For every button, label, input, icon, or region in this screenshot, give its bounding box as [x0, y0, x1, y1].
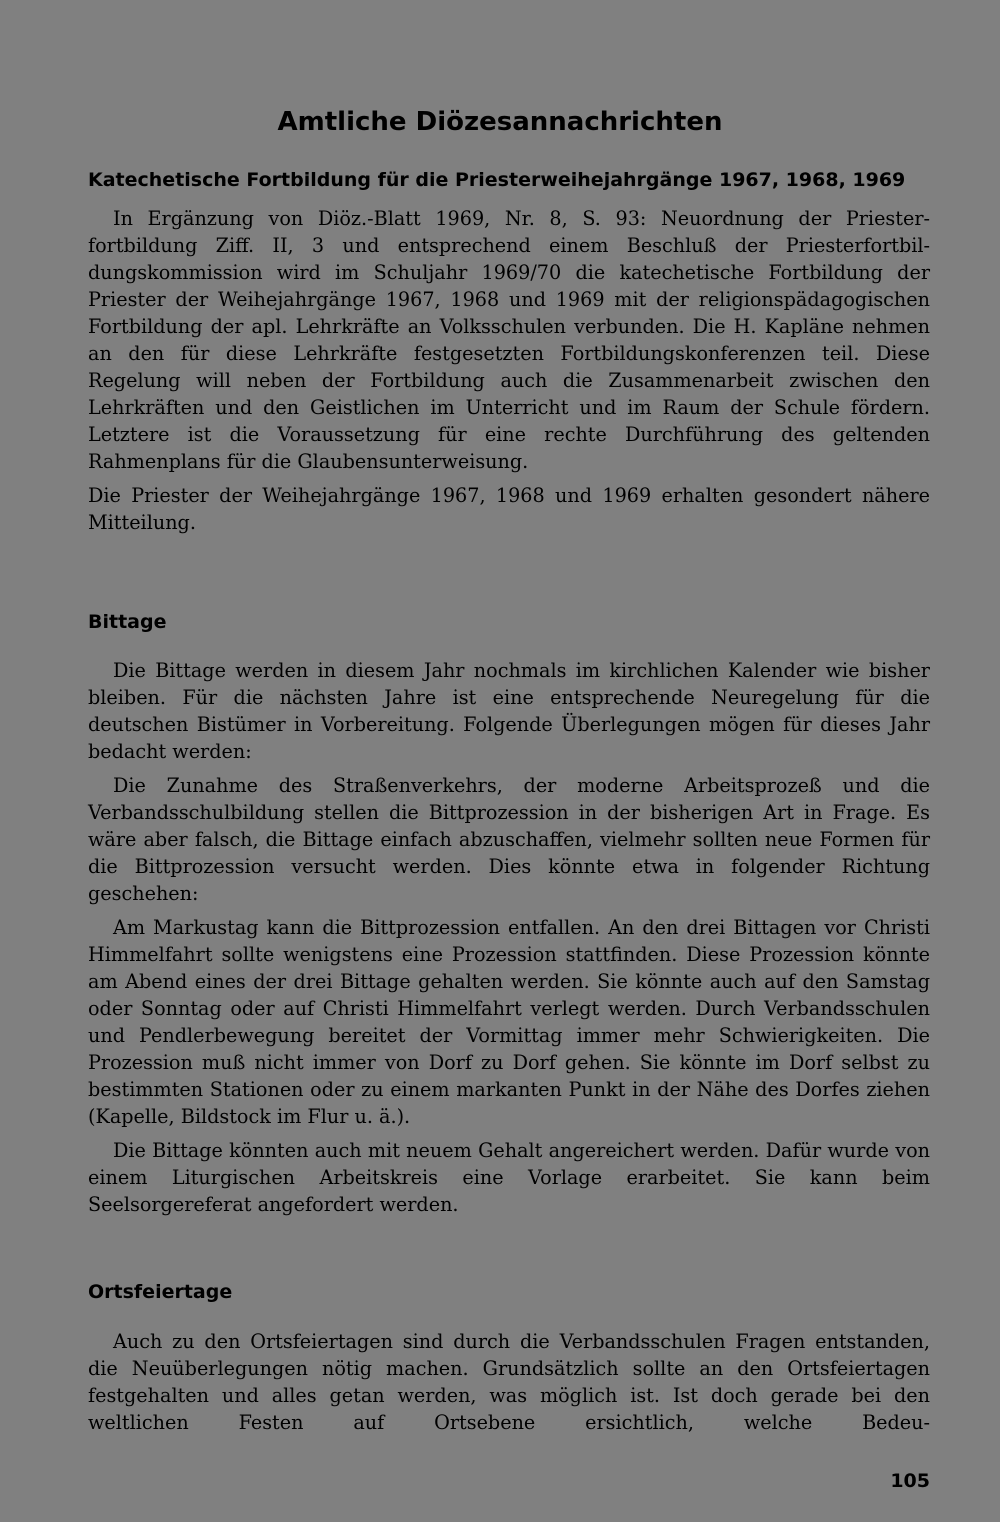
section-heading-ortsfeiertage: Ortsfeiertage [88, 1281, 233, 1303]
section-body-bittage [88, 657, 930, 1225]
section-heading-bittage: Bittage [88, 611, 167, 633]
section-body-katechetische-fortbildung [88, 205, 930, 543]
paragraph: Auch zu den Ortsfeiertagen sind durch die Verbandsschulen Fragen entstanden, die Neuüberlegungen nötig machen. Grundsätzlich sollte an den Ortsfeiertagen festgehalten und alles getan werden, was möglich ist. Ist doch gerade bei den weltlichen Festen auf Ortsebene ersichtlich, welche Bedeu- [88, 1330, 930, 1434]
paragraph: Die Bittage könnten auch mit neuem Gehalt angereichert werden. Dafür wurde von einem Liturgischen Arbeitskreis eine Vorlage erarbeitet. Sie kann beim Seelsorgereferat angefordert werden. [88, 1139, 930, 1216]
paragraph: Die Bittage werden in diesem Jahr nochmals im kirchlichen Kalender wie bisher bleiben. Für die nächsten Jahre ist eine entsprechende Neuregelung für die deutschen Bistümer in Vorbereitung. Folgende Überlegungen mögen für dieses Jahr bedacht werden: [88, 659, 930, 763]
paragraph: Am Markustag kann die Bittprozession entfallen. An den drei Bittagen vor Christi Himmelfahrt sollte wenigstens eine Prozession stattfinden. Diese Prozession könnte am Abend eines der drei Bittage gehalten werden. Sie könnte auch auf den Samstag oder Sonntag oder auf Christi Himmelfahrt verlegt werden. Durch Verbandsschulen und Pendlerbewegung bereitet der Vormittag immer mehr Schwierigkeiten. Die Prozession muß nicht immer von Dorf zu Dorf gehen. Sie könnte im Dorf selbst zu bestimmten Stationen oder zu einem markanten Punkt in der Nähe des Dorfes ziehen (Kapelle, Bildstock im Flur u. ä.). [88, 916, 930, 1128]
section-body-ortsfeiertage [88, 1328, 930, 1443]
section-heading-katechetische-fortbildung: Katechetische Fortbildung für die Priesterweihejahrgänge 1967, 1968, 1969 [88, 169, 906, 191]
paragraph: Die Priester der Weihejahrgänge 1967, 1968 und 1969 erhalten gesondert nähere Mitteilung. [88, 484, 930, 534]
page-number: 105 [890, 1470, 930, 1492]
paragraph: Die Zunahme des Straßenverkehrs, der moderne Arbeitsprozeß und die Verbandsschulbildung stellen die Bittprozession in der bisherigen Art in Frage. Es wäre aber falsch, die Bittage einfach abzuschaffen, vielmehr sollten neue Formen für die Bittprozession versucht werden. Dies könnte etwa in folgender Richtung geschehen: [88, 774, 930, 905]
page-title: Amtliche Diözesannachrichten [277, 107, 723, 137]
paragraph: In Ergänzung von Diöz.-Blatt 1969, Nr. 8, S. 93: Neuordnung der Priesterfortbildung Ziff. II, 3 und entsprechend einem Beschluß der Priesterfortbildungskommission wird im Schuljahr 1969/70 die katechetische Fortbildung der Priester der Weihejahrgänge 1967, 1968 und 1969 mit der religionspädagogischen Fortbildung der apl. Lehrkräfte an Volksschulen verbunden. Die H. Kapläne nehmen an den für diese Lehrkräfte festgesetzten Fortbildungskonferenzen teil. Diese Regelung will neben der Fortbildung auch die Zusammenarbeit zwischen den Lehrkräften und den Geistlichen im Unterricht und im Raum der Schule fördern. Letztere ist die Voraussetzung für eine rechte Durchführung des geltenden Rahmenplans für die Glaubensunterweisung. [88, 207, 930, 473]
